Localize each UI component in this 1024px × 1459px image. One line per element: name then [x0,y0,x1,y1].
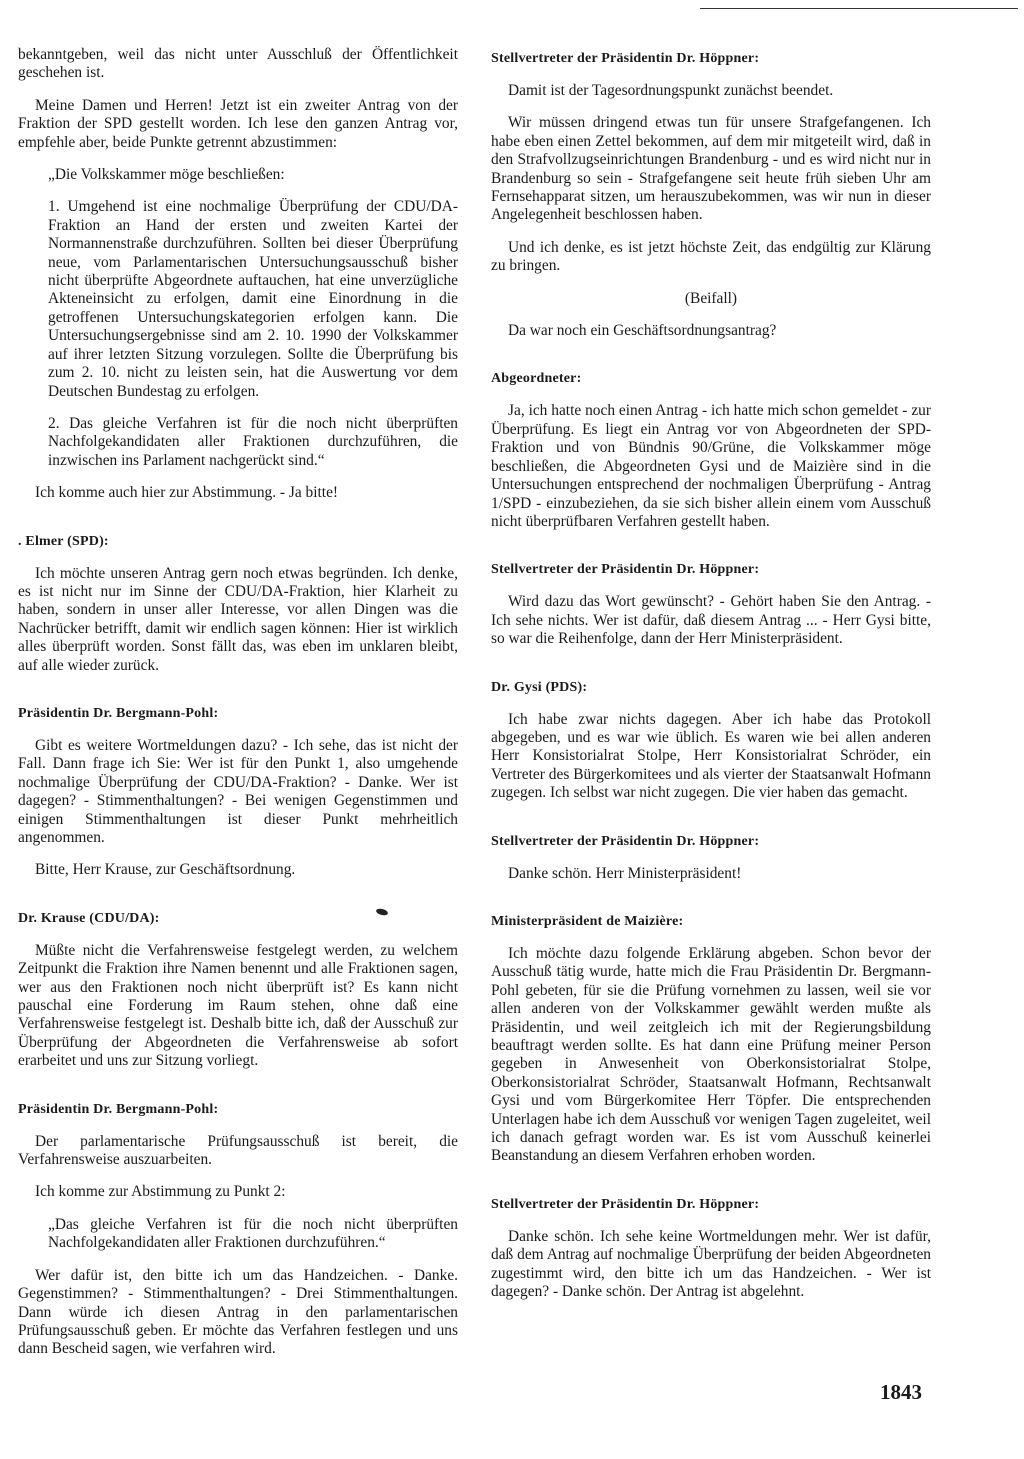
speaker-heading: Stellvertreter der Präsidentin Dr. Höppner: [491,833,760,849]
paragraph: Der parlamentarische Prüfungsausschuß ist bereit, die Verfahrensweise auszuarbeiten. [18,1132,458,1169]
speaker-heading: . Elmer (SPD): [18,533,109,549]
paragraph: Müßte nicht die Verfahrensweise festgelegt werden, zu welchem Zeitpunkt die Fraktion ihre Namen benennt und alle Fraktionen sagen, wer aus den Fraktionen noch nicht überprüft ist? Es kann nicht pauschal eine Forderung im Raum stehen, ohne daß eine Verfahrensweise festgelegt ist. Deshalb bitte ich, daß der Ausschuß zur Überprüfung der Abgeordneten die Verfahrensweise ab sofort erarbeitet und uns zur Sitzung vorliegt. [18,941,458,1070]
paragraph: Und ich denke, es ist jetzt höchste Zeit, das endgültig zur Klärung zu bringen. [491,238,931,275]
quoted-paragraph: „Die Volkskammer möge beschließen: [48,166,285,184]
quoted-paragraph: 1. Umgehend ist eine nochmalige Überprüfung der CDU/DA-Fraktion an Hand der ersten und zweiten Kartei der Normannenstraße durchzuführen. Sollten bei dieser Überprüfung neue, vom Parlamentarischen Untersuchungsausschuß bisher nicht überprüfte Abgeordnete auftauchen, hat eine unverzügliche Akteneinsicht zu erfolgen, damit eine Einordnung in die getroffenen Untersuchungskategorien erfolgen kann. Die Untersuchungsergebnisse sind am 2. 10. 1990 der Volkskammer auf ihrer letzten Sitzung vorzulegen. Sollte die Überprüfung bis zum 2. 10. nicht zu leisten sein, hat die Auswertung vor dem Deutschen Bundestag zu erfolgen. [48,198,458,400]
paragraph: Damit ist der Tagesordnungspunkt zunächst beendet. [508,82,834,99]
speaker-heading: Dr. Gysi (PDS): [491,679,588,695]
paragraph: Danke schön. Herr Ministerpräsident! [508,864,742,882]
paragraph: Meine Damen und Herren! Jetzt ist ein zweiter Antrag von der Fraktion der SPD gestellt worden. Ich lese den ganzen Antrag vor, empfehle aber, beide Punkte getrennt abzustimmen: [18,96,458,151]
paragraph: Da war noch ein Geschäftsordnungsantrag? [508,322,777,340]
speaker-heading: Stellvertreter der Präsidentin Dr. Höppner: [491,1196,760,1212]
paragraph: Ich möchte dazu folgende Erklärung abgeben. Schon bevor der Ausschuß tätig wurde, hatte mich die Frau Präsidentin Dr. Bergmann-Pohl gebeten, für sie die Prüfung vornehmen zu lassen, weil sie vor allen anderen von der Volkskammer gewählt werden mußte als Präsidentin, und weil zeitgleich ich mit der Regierungsbildung beauftragt werden sollte. Es hat dann eine Prüfung meiner Person gegeben in Anwesenheit von Oberkonsistorialrat Stolpe, Oberkonsistorialrat Schröder, Staatsanwalt Hofmann, Rechtsanwalt Gysi und vom Bürgerkomitee Herr Töpfer. Die entsprechenden Unterlagen habe ich dem Ausschuß vor wenigen Tagen zugeleitet, weil ich danach gefragt worden war. Es ist vom Ausschuß keinerlei Beanstandung an diesem Verfahren erhoben worden. [491,944,931,1165]
top-rule [700,8,1018,9]
paragraph: Danke schön. Ich sehe keine Wortmeldungen mehr. Wer ist dafür, daß dem Antrag auf nochmalige Überprüfung der beiden Abgeordneten zugestimmt wird, den bitte ich um das Handzeichen. - Wer ist dagegen? - Danke schön. Der Antrag ist abgelehnt. [491,1227,931,1301]
paragraph: Ich komme zur Abstimmung zu Punkt 2: [35,1183,286,1201]
paragraph: Wir müssen dringend etwas tun für unsere Strafgefangenen. Ich habe eben einen Zettel bekommen, auf dem mir mitgeteilt wird, daß in den Strafvollzugseinrichtungen Brandenburg - und es wird nicht nur in Brandenburg so sein - Strafgefangene seit heute früh sieben Uhr am Fernsehapparat sitzen, um herauszubekommen, was wir nun in dieser Angelegenheit beschlossen haben. [491,114,931,224]
page-number: 1843 [880,1380,922,1404]
paragraph: Gibt es weitere Wortmeldungen dazu? - Ich sehe, das ist nicht der Fall. Dann frage ich Sie: Wer ist für den Punkt 1, also umgehende nochmalige Überprüfung der CDU/DA-Fraktion? - Danke. Wer ist dagegen? - Stimmenthaltungen? - Bei wenigen Gegenstimmen und einigen Stimmenthaltungen ist dieser Punkt mehrheitlich angenommen. [18,736,458,846]
speaker-heading: Abgeordneter: [491,371,582,387]
speaker-heading: Stellvertreter der Präsidentin Dr. Höppner: [491,562,760,578]
speaker-heading: Stellvertreter der Präsidentin Dr. Höppner: [491,51,760,66]
right-column [491,50,931,1315]
paragraph: Wer dafür ist, den bitte ich um das Handzeichen. - Danke. Gegenstimmen? - Stimmenthaltungen? - Drei Stimmenthaltungen. Dann würde ich diesen Antrag in den parlamentarischen Prüfungsausschuß geben. Er möchte das Verfahren festlegen und uns dann Bescheid sagen, wie verfahren wird. [18,1266,458,1358]
paragraph: Wird dazu das Wort gewünscht? - Gehört haben Sie den Antrag. - Ich sehe nichts. Wer ist dafür, daß diesem Antrag ... - Herr Gysi bitte, so war die Reihenfolge, dann der Herr Ministerpräsident. [491,593,931,648]
speaker-heading: Dr. Krause (CDU/DA): [18,910,160,926]
paragraph: Ja, ich hatte noch einen Antrag - ich hatte mich schon gemeldet - zur Überprüfung. Es liegt ein Antrag vor von Abgeordneten der SPD-Fraktion und von Bündnis 90/Grüne, die Volkskammer möge beschließen, die Abgeordneten Gysi und de Maizière sind in die Untersuchungen entsprechend der nochmaligen Überprüfung - Antrag 1/SPD - einzubeziehen, da sie sich bisher allein einem vom Ausschuß nicht überprüfbaren Verfahren gestellt haben. [491,402,931,530]
paragraph: Bitte, Herr Krause, zur Geschäftsordnung. [35,861,296,879]
quoted-paragraph: „Das gleiche Verfahren ist für die noch nicht überprüften Nachfolgekandidaten aller Fraktionen durchzuführen.“ [48,1215,458,1252]
left-column [18,46,458,1373]
paragraph: Ich habe zwar nichts dagegen. Aber ich habe das Protokoll abgegeben, und es war wie üblich. Es waren wie bei allen anderen Herr Konsistorialrat Stolpe, Herr Konsistorialrat Schröder, ein Vertreter des Bürgerkomitees und als vierter der Staatsanwalt Hofmann zugegen. Ich selbst war nicht zugegen. Die vier haben das gemacht. [491,710,931,802]
paragraph: Ich möchte unseren Antrag gern noch etwas begründen. Ich denke, es ist nicht nur im Sinne der CDU/DA-Fraktion, hier Klarheit zu haben, sondern in unser aller Interesse, vor allen Dingen was die Nachrücker betrifft, damit wir endlich sagen können: Hier ist wirklich alles überprüft worden. Sonst fällt das, was eben im unklaren bleibt, auf alle wieder zurück. [18,564,458,674]
speaker-heading: Präsidentin Dr. Bergmann-Pohl: [18,1101,219,1117]
interjection: (Beifall) [684,289,738,307]
speaker-heading: Präsidentin Dr. Bergmann-Pohl: [18,705,219,721]
quoted-paragraph: 2. Das gleiche Verfahren ist für die noch nicht überprüften Nachfolgekandidaten aller Fraktionen durchzuführen, die inzwischen ins Parlament nachgerückt sind.“ [48,414,458,469]
paragraph: bekanntgeben, weil das nicht unter Ausschluß der Öffentlichkeit geschehen ist. [18,46,458,82]
paragraph: Ich komme auch hier zur Abstimmung. - Ja bitte! [35,484,339,502]
speaker-heading: Ministerpräsident de Maizière: [491,913,684,929]
